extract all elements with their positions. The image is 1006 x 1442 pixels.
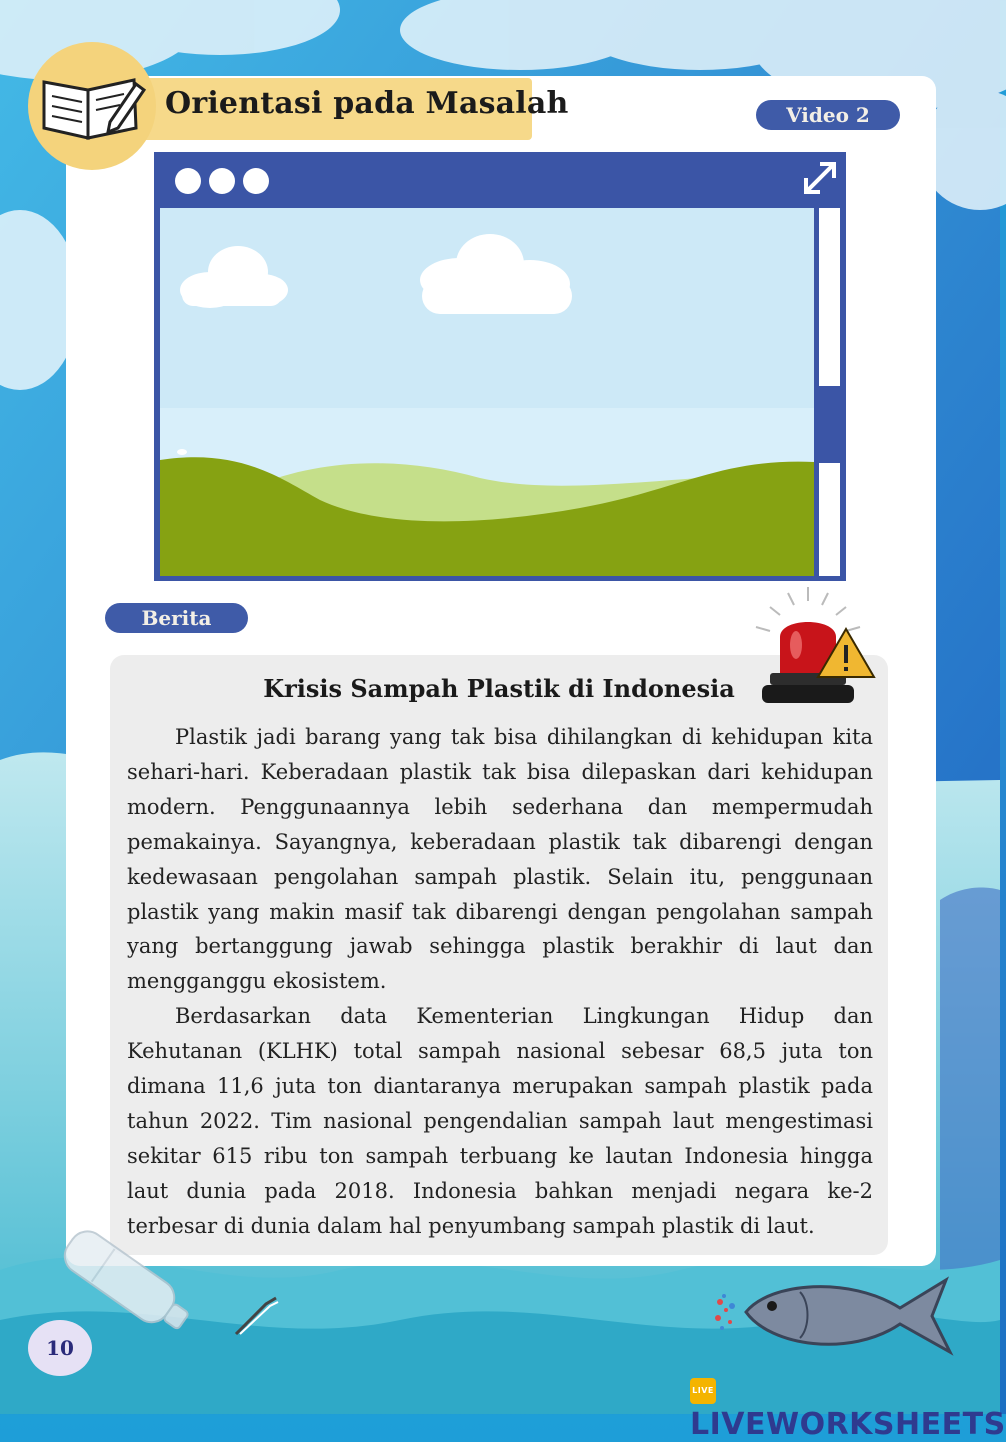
page-number: 10 [28,1320,92,1376]
window-dot-3 [243,168,269,194]
video-scrollbar-thumb[interactable] [819,386,840,463]
news-paragraph-1: Plastik jadi barang yang tak bisa dihilangkan di kehidupan kita sehari-hari. Keberadaan plastik tak bisa dilepaskan dari kehidupan modern. Penggunaannya lebih sederhana dan mempermudah pemakainya. Sayangnya, keberadaan plastik tak dibarengi dengan kedewasaan pengolahan sampah plastik. Selain itu, penggunaan plastik yang makin masif tak dibarengi dengan pengolahan sampah yang bertanggung jawab sehingga plastik berakhir di laut dan mengganggu ekosistem. [127,725,873,994]
window-dot-1 [175,168,201,194]
open-book-pencil-icon [36,62,146,142]
liveworksheets-logo [690,1372,1006,1442]
straw-icon [230,1288,286,1338]
fish-icon [710,1262,960,1372]
video-label-badge: Video 2 [756,100,900,130]
news-paragraph-2: Berdasarkan data Kementerian Lingkungan Hidup dan Kehutanan (KLHK) total sampah nasional sebesar 68,5 juta ton dimana 11,6 juta ton diantaranya merupakan sampah plastik pada tahun 2022. Tim nasional pengendalian sampah laut mengestimasi sekitar 615 ribu ton sampah terbuang ke lautan Indonesia hingga laut dunia pada 2018. Indonesia bahkan menjadi negara ke-2 terbesar di dunia dalam hal penyumbang sampah plastik di laut. [127,1004,873,1238]
window-dot-2 [209,168,235,194]
news-title: Krisis Sampah Plastik di Indonesia [263,674,735,703]
landscape-illustration [160,208,814,576]
fullscreen-icon[interactable] [802,160,838,196]
liveworksheets-badge-icon: LIVE [690,1378,716,1404]
sheep-icon [177,449,187,455]
berita-label-badge: Berita [105,603,248,633]
video-screen[interactable] [160,208,814,576]
news-article-body [127,720,873,1244]
page-title: Orientasi pada Masalah [165,86,569,121]
liveworksheets-wordmark: LIVEWORKSHEETS [690,1407,1006,1442]
